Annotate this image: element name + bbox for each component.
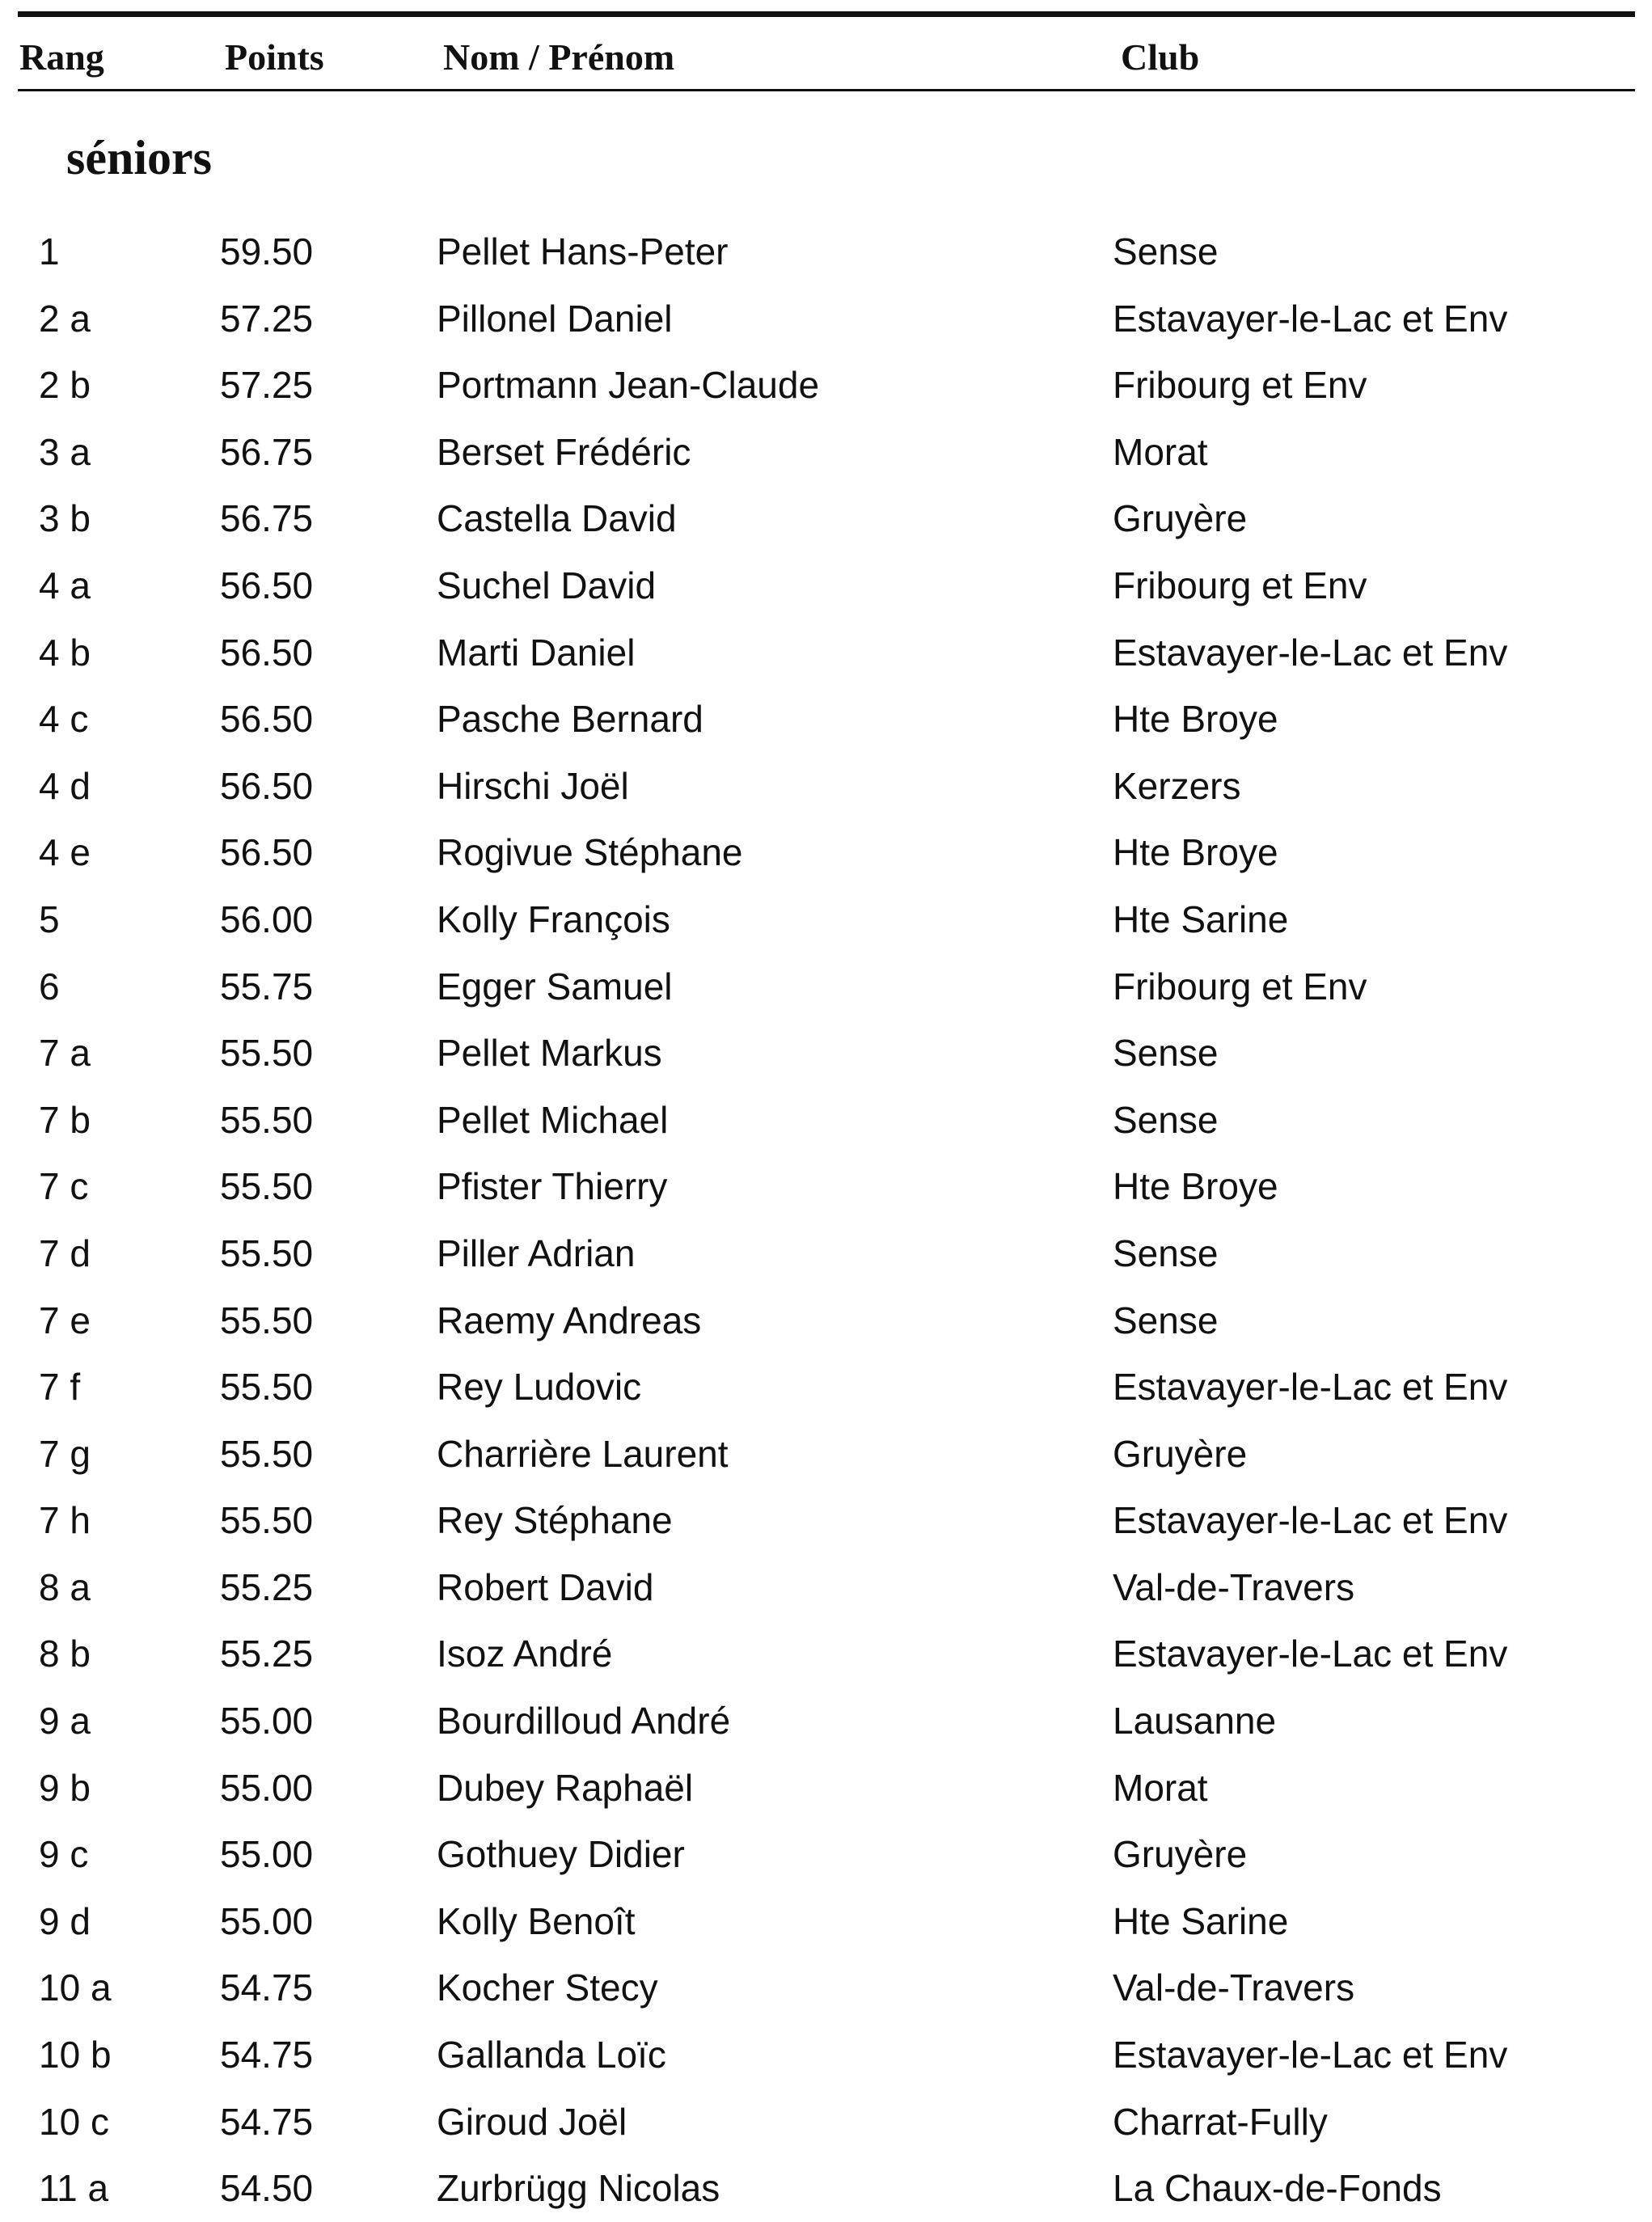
- row-name: Portmann Jean-Claude: [437, 364, 820, 407]
- row-points: 59.50: [220, 230, 314, 272]
- row-rang: 9 a: [39, 1700, 91, 1743]
- row-club: Lausanne: [1113, 1700, 1277, 1743]
- table-row: [0, 552, 1652, 619]
- row-points: 55.50: [220, 1299, 314, 1341]
- row-rang: 7 f: [39, 1366, 81, 1409]
- row-club: Hte Broye: [1113, 1165, 1278, 1208]
- row-club: Gruyère: [1113, 1432, 1248, 1475]
- row-name: Pfister Thierry: [437, 1165, 668, 1208]
- row-points: 55.50: [220, 1098, 314, 1141]
- row-club: Morat: [1113, 1766, 1208, 1809]
- row-rang: 10 c: [39, 2100, 109, 2143]
- row-points: 55.50: [220, 1165, 314, 1208]
- row-name: Kolly François: [437, 898, 670, 940]
- row-name: Pellet Markus: [437, 1032, 662, 1075]
- table-row: [0, 1888, 1652, 1955]
- row-club: Gruyère: [1113, 1833, 1248, 1876]
- row-points: 56.50: [220, 764, 314, 807]
- row-club: Fribourg et Env: [1113, 364, 1367, 407]
- table-row: [0, 485, 1652, 552]
- row-name: Pasche Bernard: [437, 698, 703, 741]
- row-name: Dubey Raphaël: [437, 1766, 694, 1809]
- row-rang: 10 a: [39, 1966, 112, 2009]
- row-rang: 4 e: [39, 831, 91, 874]
- row-name: Charrière Laurent: [437, 1432, 729, 1475]
- row-rang: 3 b: [39, 497, 91, 540]
- row-points: 55.00: [220, 1833, 314, 1876]
- row-rang: 11 a: [39, 2167, 109, 2210]
- row-points: 55.50: [220, 1499, 314, 1542]
- row-points: 57.25: [220, 297, 314, 340]
- table-row: [0, 1688, 1652, 1755]
- row-club: Val-de-Travers: [1113, 1565, 1355, 1608]
- row-club: Fribourg et Env: [1113, 564, 1367, 606]
- row-rang: 5: [39, 898, 60, 940]
- table-row: [0, 218, 1652, 285]
- row-points: 56.75: [220, 497, 314, 540]
- table-row: [0, 753, 1652, 820]
- row-rang: 9 b: [39, 1766, 91, 1809]
- row-club: Estavayer-le-Lac et Env: [1113, 297, 1508, 340]
- ranking-table-body: [0, 218, 1652, 2222]
- row-rang: 4 b: [39, 631, 91, 674]
- row-name: Robert David: [437, 1565, 654, 1608]
- row-name: Bourdilloud André: [437, 1700, 731, 1743]
- row-rang: 10 b: [39, 2034, 112, 2076]
- row-name: Giroud Joël: [437, 2100, 627, 2143]
- row-club: Gruyère: [1113, 497, 1248, 540]
- row-club: Estavayer-le-Lac et Env: [1113, 631, 1508, 674]
- row-points: 55.25: [220, 1565, 314, 1608]
- row-rang: 7 c: [39, 1165, 89, 1208]
- row-club: Sense: [1113, 1231, 1219, 1274]
- table-row: [0, 1220, 1652, 1287]
- table-row: [0, 1755, 1652, 1822]
- row-club: Hte Broye: [1113, 831, 1278, 874]
- table-row: [0, 819, 1652, 886]
- row-name: Raemy Andreas: [437, 1299, 702, 1341]
- row-rang: 2 a: [39, 297, 91, 340]
- row-rang: 7 a: [39, 1032, 91, 1075]
- table-row: [0, 285, 1652, 353]
- row-points: 55.75: [220, 965, 314, 1008]
- row-club: Sense: [1113, 1098, 1219, 1141]
- row-club: Kerzers: [1113, 764, 1241, 807]
- table-row: [0, 1287, 1652, 1354]
- row-points: 55.00: [220, 1766, 314, 1809]
- row-name: Pellet Hans-Peter: [437, 230, 729, 272]
- row-name: Gothuey Didier: [437, 1833, 685, 1876]
- row-name: Pillonel Daniel: [437, 297, 673, 340]
- row-club: Val-de-Travers: [1113, 1966, 1355, 2009]
- row-points: 54.50: [220, 2167, 314, 2210]
- row-name: Suchel David: [437, 564, 657, 606]
- row-rang: 7 h: [39, 1499, 91, 1542]
- table-row: [0, 1020, 1652, 1087]
- row-name: Pellet Michael: [437, 1098, 669, 1141]
- table-row: [0, 953, 1652, 1020]
- row-rang: 7 b: [39, 1098, 91, 1141]
- row-points: 56.50: [220, 564, 314, 606]
- row-name: Zurbrügg Nicolas: [437, 2167, 720, 2210]
- row-name: Piller Adrian: [437, 1231, 636, 1274]
- table-row: [0, 619, 1652, 686]
- row-points: 56.50: [220, 698, 314, 741]
- row-points: 54.75: [220, 2100, 314, 2143]
- row-name: Kocher Stecy: [437, 1966, 658, 2009]
- table-row: [0, 2155, 1652, 2222]
- row-club: Estavayer-le-Lac et Env: [1113, 1633, 1508, 1675]
- row-rang: 6: [39, 965, 60, 1008]
- row-rang: 1: [39, 230, 60, 272]
- row-name: Rogivue Stéphane: [437, 831, 743, 874]
- row-rang: 4 c: [39, 698, 89, 741]
- row-rang: 2 b: [39, 364, 91, 407]
- row-club: Sense: [1113, 1032, 1219, 1075]
- row-name: Berset Frédéric: [437, 430, 691, 473]
- row-club: Charrat-Fully: [1113, 2100, 1328, 2143]
- table-row: [0, 1087, 1652, 1154]
- table-row: [0, 886, 1652, 953]
- row-rang: 3 a: [39, 430, 91, 473]
- row-points: 55.25: [220, 1633, 314, 1675]
- row-club: Hte Broye: [1113, 698, 1278, 741]
- row-rang: 8 b: [39, 1633, 91, 1675]
- row-points: 54.75: [220, 2034, 314, 2076]
- row-name: Egger Samuel: [437, 965, 673, 1008]
- row-name: Rey Ludovic: [437, 1366, 642, 1409]
- row-name: Gallanda Loïc: [437, 2034, 666, 2076]
- table-row: [0, 1421, 1652, 1488]
- row-club: Estavayer-le-Lac et Env: [1113, 2034, 1508, 2076]
- row-name: Hirschi Joël: [437, 764, 629, 807]
- header-nom-prenom: Nom / Prénom: [443, 36, 675, 78]
- row-rang: 7 g: [39, 1432, 91, 1475]
- header-points: Points: [225, 36, 324, 78]
- row-rang: 4 a: [39, 564, 91, 606]
- table-row: [0, 1487, 1652, 1554]
- table-row: [0, 2089, 1652, 2156]
- row-points: 55.00: [220, 1899, 314, 1942]
- row-club: Sense: [1113, 230, 1219, 272]
- table-row: [0, 2021, 1652, 2089]
- table-row: [0, 1954, 1652, 2021]
- row-points: 55.50: [220, 1032, 314, 1075]
- row-name: Marti Daniel: [437, 631, 636, 674]
- row-points: 55.50: [220, 1231, 314, 1274]
- row-rang: 7 d: [39, 1231, 91, 1274]
- row-rang: 9 c: [39, 1833, 89, 1876]
- row-club: La Chaux-de-Fonds: [1113, 2167, 1442, 2210]
- row-club: Morat: [1113, 430, 1208, 473]
- row-points: 55.50: [220, 1432, 314, 1475]
- header-rule: [18, 89, 1635, 91]
- table-row: [0, 1354, 1652, 1421]
- row-name: Kolly Benoît: [437, 1899, 636, 1942]
- table-row: [0, 1153, 1652, 1220]
- row-club: Estavayer-le-Lac et Env: [1113, 1499, 1508, 1542]
- table-header: [0, 29, 1652, 86]
- row-club: Estavayer-le-Lac et Env: [1113, 1366, 1508, 1409]
- header-rang: Rang: [19, 36, 104, 78]
- table-row: [0, 1554, 1652, 1621]
- header-club: Club: [1121, 36, 1200, 78]
- row-points: 56.75: [220, 430, 314, 473]
- section-title: séniors: [66, 131, 212, 184]
- table-row: [0, 1821, 1652, 1888]
- row-club: Fribourg et Env: [1113, 965, 1367, 1008]
- row-rang: 9 d: [39, 1899, 91, 1942]
- row-points: 55.00: [220, 1700, 314, 1743]
- row-points: 56.50: [220, 831, 314, 874]
- row-club: Sense: [1113, 1299, 1219, 1341]
- row-points: 56.00: [220, 898, 314, 940]
- top-rule: [18, 11, 1635, 17]
- row-points: 57.25: [220, 364, 314, 407]
- row-name: Rey Stéphane: [437, 1499, 673, 1542]
- table-row: [0, 419, 1652, 486]
- row-club: Hte Sarine: [1113, 898, 1289, 940]
- row-name: Castella David: [437, 497, 677, 540]
- table-row: [0, 686, 1652, 753]
- row-points: 55.50: [220, 1366, 314, 1409]
- row-club: Hte Sarine: [1113, 1899, 1289, 1942]
- row-points: 56.50: [220, 631, 314, 674]
- row-rang: 8 a: [39, 1565, 91, 1608]
- table-row: [0, 352, 1652, 419]
- row-points: 54.75: [220, 1966, 314, 2009]
- table-row: [0, 1620, 1652, 1688]
- row-name: Isoz André: [437, 1633, 613, 1675]
- row-rang: 4 d: [39, 764, 91, 807]
- row-rang: 7 e: [39, 1299, 91, 1341]
